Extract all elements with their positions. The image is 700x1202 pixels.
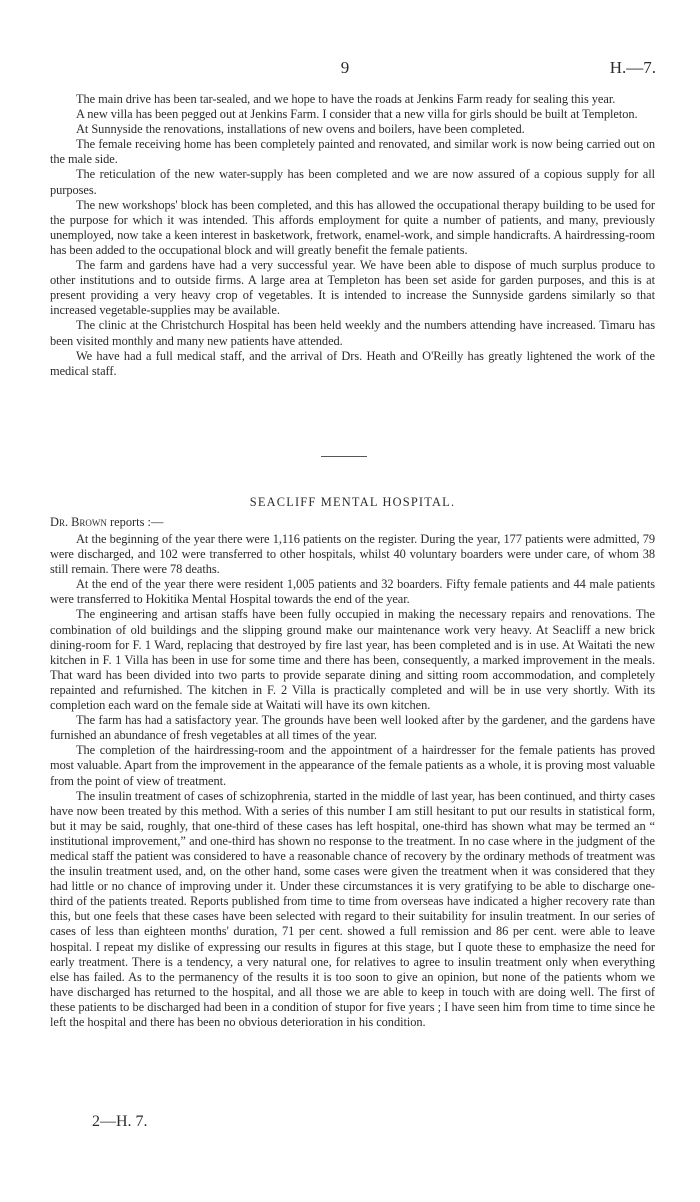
document-code: H.—7. [609, 58, 656, 77]
paragraph: At the beginning of the year there were 1,116 patients on the register. During the year, 177 patients were admitted, 79 were discharged, and 102 were transferred to other hospitals, whilst 40 voluntary boarders were under care, of whom 38 still remain. There were 78 deaths. [50, 532, 655, 577]
reporter-line [50, 514, 163, 530]
paragraph: The new workshops' block has been completed, and this has allowed the occupational therapy building to be used for the purpose for which it was intended. This affords employment for quite a number of patients, and many, previously unemployed, now take a keen interest in basketwork, fretwork, enamel-work, and simple handicrafts. A hairdressing-room has been added to the occupational block and will greatly benefit the female patients. [50, 197, 655, 257]
paragraph: The clinic at the Christchurch Hospital has been held weekly and the numbers attending have increased. Timaru has been visited monthly and many new patients have attended. [50, 318, 655, 348]
paragraph: We have had a full medical staff, and the arrival of Drs. Heath and O'Reilly has greatly lightened the work of the medical staff. [50, 348, 655, 378]
section-divider [321, 456, 367, 457]
reporter-suffix: reports :— [106, 515, 164, 529]
page-number: 9 [340, 58, 350, 77]
paragraph: At the end of the year there were resident 1,005 patients and 32 boarders. Fifty female patients and 44 male patients were transferred to Hokitika Mental Hospital towards the end of the year. [50, 577, 655, 607]
paragraph: At Sunnyside the renovations, installations of new ovens and boilers, have been completed. [76, 122, 525, 137]
seacliff-report-section [50, 532, 655, 1030]
paragraph: The farm has had a satisfactory year. The grounds have been well looked after by the gardener, and the gardens have furnished an abundance of fresh vegetables at all times of the year. [50, 713, 655, 743]
paragraph: The engineering and artisan staffs have been fully occupied in making the necessary repairs and renovations. The combination of old buildings and the slipping ground make our maintenance work very heavy. At Seacliff a new brick dining-room for F. 1 Ward, replacing that destroyed by fire last year, has been completed and is in use. At Waitati the new kitchen in F. 1 Villa has been in use for some time and there has been, consequently, a marked improvement in the meals. That ward has been divided into two parts to provide separate dining and sitting room accommodation, and completely repainted and refurnished. The kitchen in F. 2 Villa is practically completed and will be in use very shortly. With its completion each ward on the female side at Waitati will have its own kitchen. [50, 607, 655, 713]
paragraph: The reticulation of the new water-supply has been completed and we are now assured of a copious supply for all purposes. [50, 167, 655, 197]
paragraph: The female receiving home has been completely painted and renovated, and similar work is now being carried out on the male side. [50, 137, 655, 167]
reporter-name: Dr. Brown [50, 515, 107, 529]
paragraph: The insulin treatment of cases of schizophrenia, started in the middle of last year, has been continued, and thirty cases have now been treated by this method. With a series of this number I am still hesitant to put our results in statistical form, but it may be said, roughly, that one-third of these cases has left hospital, one-third has shown what may be termed an “ institutional improvement,” and one-third has shown no response to the treatment. In no case where in the judgment of the medical staff the patient was considered to have a reasonable chance of recovery by the ordinary methods of treatment was the insulin treatment used, and, on the other hand, some cases were given the treatment when it was considered that they had little or no chance of improving under it. Under these circumstances it is very gratifying to be able to discharge one-third of the patients treated. Reports published from time to time from overseas have indicated a higher recovery rate than this, but one feels that these cases have been selected with regard to their suitability for insulin treatment. In our series of cases of less than eighteen months' duration, 71 per cent. showed a full remission and 86 per cent. were able to leave hospital. I repeat my dislike of expressing our results in figures at this stage, but I quote these to emphasize the need for early treatment. There is a tendency, a very natural one, for relatives to agree to insulin treatment only when everything else has failed. As to the permanency of the results it is too soon to give an opinion, but none of the patients whom we have discharged has returned to the hospital, and all those we are able to keep in touch with are doing well. The first of these patients to be discharged had been in a condition of stupor for five years ; I have seen him from time to time since he left the hospital and there has been no obvious deterioration in his condition. [50, 788, 655, 1029]
paragraph: The main drive has been tar-sealed, and we hope to have the roads at Jenkins Farm ready for sealing this year. [76, 92, 616, 106]
paragraph: A new villa has been pegged out at Jenkins Farm. I consider that a new villa for girls should be built at Templeton. [76, 107, 638, 122]
sheet-signature: 2—H. 7. [92, 1113, 148, 1130]
section-heading: SEACLIFF MENTAL HOSPITAL. [249, 495, 456, 509]
paragraph: The completion of the hairdressing-room and the appointment of a hairdresser for the female patients has proved most valuable. Apart from the improvement in the appearance of the female patients as a whole, it is proving most valuable from the point of view of treatment. [50, 743, 655, 788]
paragraph: The farm and gardens have had a very successful year. We have been able to dispose of much surplus produce to other institutions and to outside firms. A large area at Templeton has been set aside for garden purposes, and this is at present providing a very heavy crop of vegetables. It is intended to increase the Sunnyside gardens similarly so that increased vegetable-supplies may be available. [50, 258, 655, 318]
continued-report-section [50, 92, 655, 379]
